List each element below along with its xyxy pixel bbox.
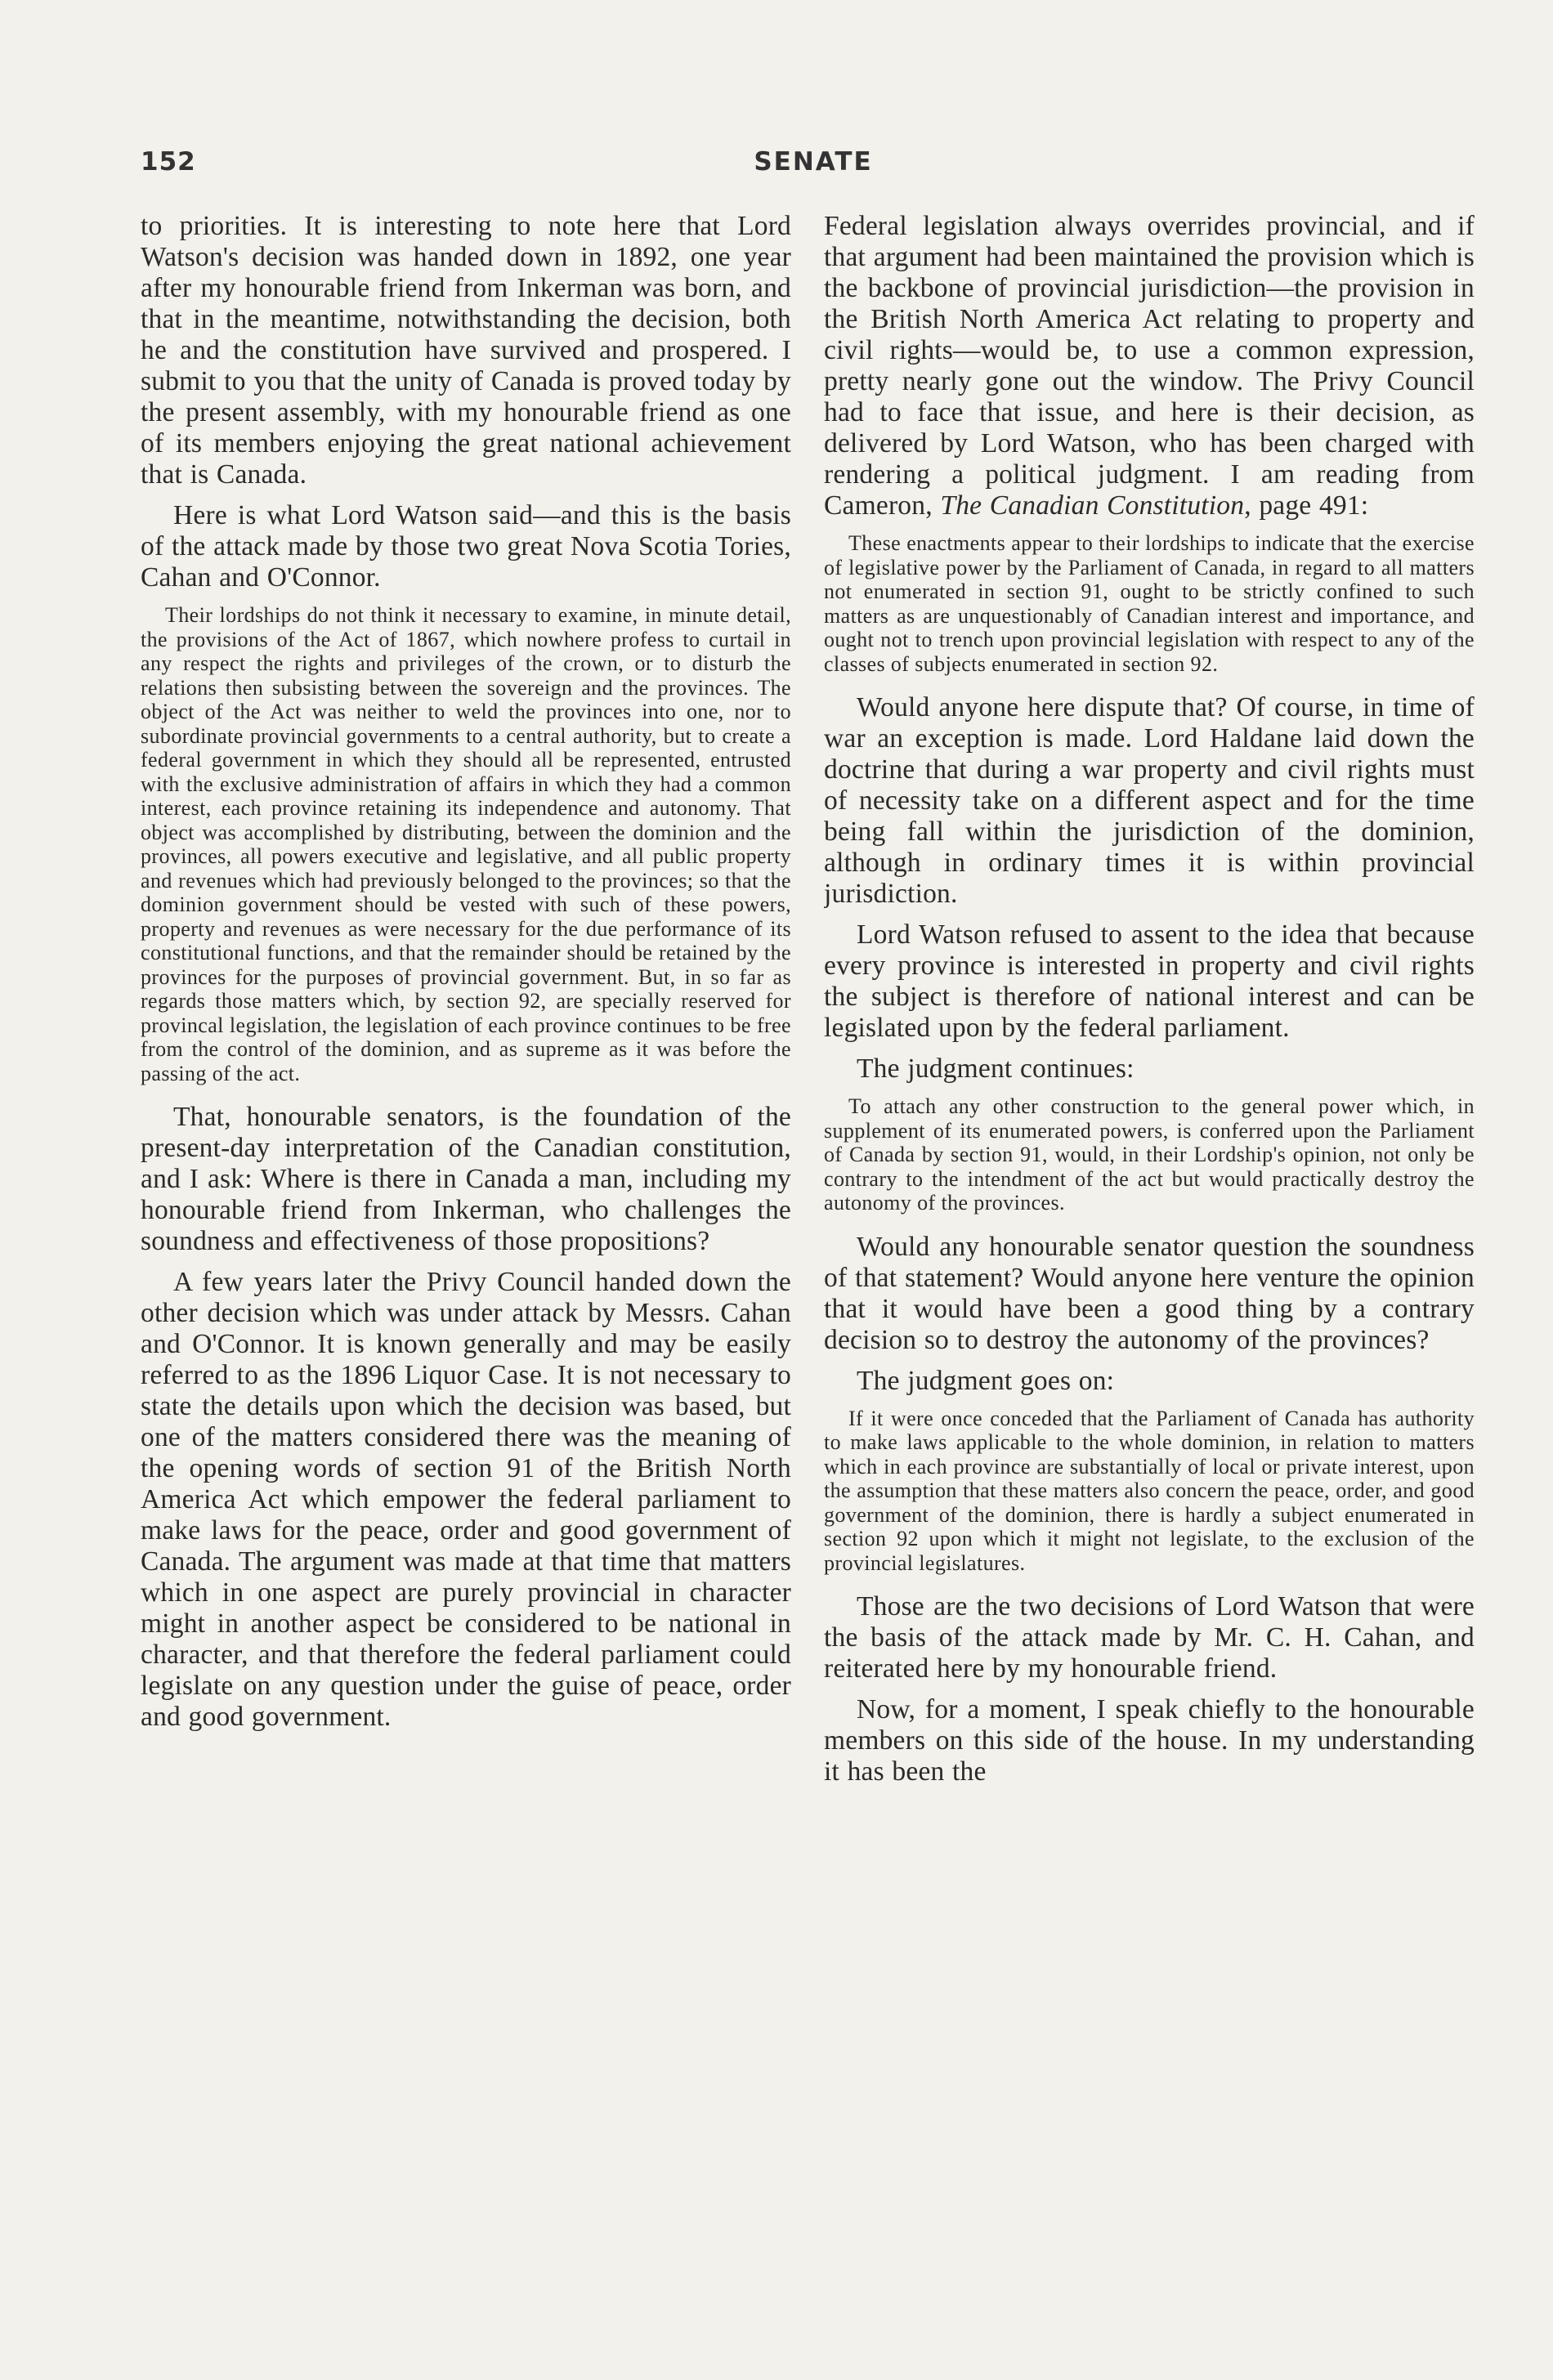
block-quote: If it were once conceded that the Parliament of Canada has authority to make laws applicable to the whole dominion, in relation to matters which in each province are substantially of local or private interest, upon the assumption that these matters also concern the peace, order, and good government of the dominion, there is hardly a subject enumerated in section 92 upon which it might not legislate, to the exclusion of the provincial legislatures.: [824, 1406, 1475, 1575]
block-quote: To attach any other construction to the general power which, in supplement of its enumerated powers, is conferred upon the Parliament of Canada by section 91, would, in their Lordship's opinion, not only be contrary to the intendment of the act but would practically destroy the autonomy of the provinces.: [824, 1094, 1475, 1215]
paragraph-text: Federal legislation always overrides provincial, and if that argument had been maintained the provision which is the backbone of provincial jurisdiction—the provision in the British North America Act relating to property and civil rights—would be, to use a common expression, pretty nearly gone out the window. The Privy Council had to face that issue, and here is their decision, as delivered by Lord Watson, who has been charged with rendering a political judgment. I am reading from Cameron,: [824, 211, 1475, 521]
block-quote: These enactments appear to their lordships to indicate that the exercise of legislative power by the Parliament of Canada, in regard to all matters not enumerated in section 91, ought to be strictly confined to such matters as are unquestionably of Canadian interest and importance, and ought not to trench upon provincial legislation with respect to any of the classes of subjects enumerated in section 92.: [824, 531, 1475, 676]
paragraph: Would any honourable senator question the soundness of that statement? Would anyone here venture the opinion that it would have been a good thing by a contrary decision so to destroy the autonomy of the provinces?: [824, 1231, 1475, 1355]
paragraph: to priorities. It is interesting to note here that Lord Watson's decision was handed down in 1892, one year after my honourable friend from Inkerman was born, and that in the meantime, notwithstanding the decision, both he and the constitution have survived and prospered. I submit to you that the unity of Canada is proved today by the present assembly, with my honourable friend as one of its members enjoying the great national achievement that is Canada.: [141, 211, 791, 490]
paragraph: Now, for a moment, I speak chiefly to the honourable members on this side of the house. In my understanding it has been the: [824, 1694, 1475, 1787]
block-quote: Their lordships do not think it necessary to examine, in minute detail, the provisions of the Act of 1867, which nowhere profess to curtail in any respect the rights and privileges of the crown, or to disturb the relations then subsisting between the sovereign and the provinces. The object of the Act was neither to weld the provinces into one, nor to subordinate provincial governments to a central authority, but to create a federal government in which they should all be represented, entrusted with the exclusive administration of affairs in which they had a common interest, each province retaining its independence and autonomy. That object was accomplished by distributing, between the dominion and the provinces, all powers executive and legislative, and all public property and revenues which had previously belonged to the provinces; so that the dominion government should be vested with such of these powers, property and revenues as were necessary for the due performance of its constitutional functions, and that the remainder should be retained by the provinces for the purposes of provincial government. But, in so far as regards those matters which, by section 92, are specially reserved for provincal legislation, the legislation of each province continues to be free from the control of the dominion, and as supreme as it was before the passing of the act.: [141, 603, 791, 1085]
paragraph-text: , page 491:: [1244, 490, 1369, 521]
left-column: [141, 211, 791, 2205]
paragraph: A few years later the Privy Council handed down the other decision which was under attack by Messrs. Cahan and O'Connor. It is known generally and may be easily referred to as the 1896 Liquor Case. It is not necessary to state the details upon which the decision was based, but one of the matters considered there was the meaning of the opening words of section 91 of the British North America Act which empower the federal parliament to make laws for the peace, order and good government of Canada. The argument was made at that time that matters which in one aspect are purely provincial in character might in another aspect be considered to be national in character, and that therefore the federal parliament could legislate on any question under the guise of peace, order and good government.: [141, 1267, 791, 1732]
page-number: 152: [141, 147, 196, 177]
paragraph: The judgment goes on:: [857, 1365, 1115, 1396]
paragraph: [824, 211, 1475, 521]
page-header: [141, 147, 1486, 188]
paragraph: Here is what Lord Watson said—and this is the basis of the attack made by those two great Nova Scotia Tories, Cahan and O'Connor.: [141, 500, 791, 593]
paragraph: That, honourable senators, is the foundation of the present-day interpretation of the Canadian constitution, and I ask: Where is there in Canada a man, including my honourable friend from Inkerman, who challenges the soundness and effectiveness of those propositions?: [141, 1102, 791, 1256]
running-head: SENATE: [754, 147, 873, 177]
paragraph: Those are the two decisions of Lord Watson that were the basis of the attack made by Mr. C. H. Cahan, and reiterated here by my honourable friend.: [824, 1591, 1475, 1684]
right-column: [824, 211, 1475, 2205]
paragraph: The judgment continues:: [857, 1054, 1135, 1084]
book-title: The Canadian Constitution: [940, 490, 1245, 521]
paragraph: Lord Watson refused to assent to the idea that because every province is interested in property and civil rights the subject is therefore of national interest and can be legislated upon by the federal parliament.: [824, 919, 1475, 1043]
paragraph: Would anyone here dispute that? Of course, in time of war an exception is made. Lord Haldane laid down the doctrine that during a war property and civil rights must of necessity take on a different aspect and for the time being fall within the jurisdiction of the dominion, although in ordinary times it is within provincial jurisdiction.: [824, 692, 1475, 909]
